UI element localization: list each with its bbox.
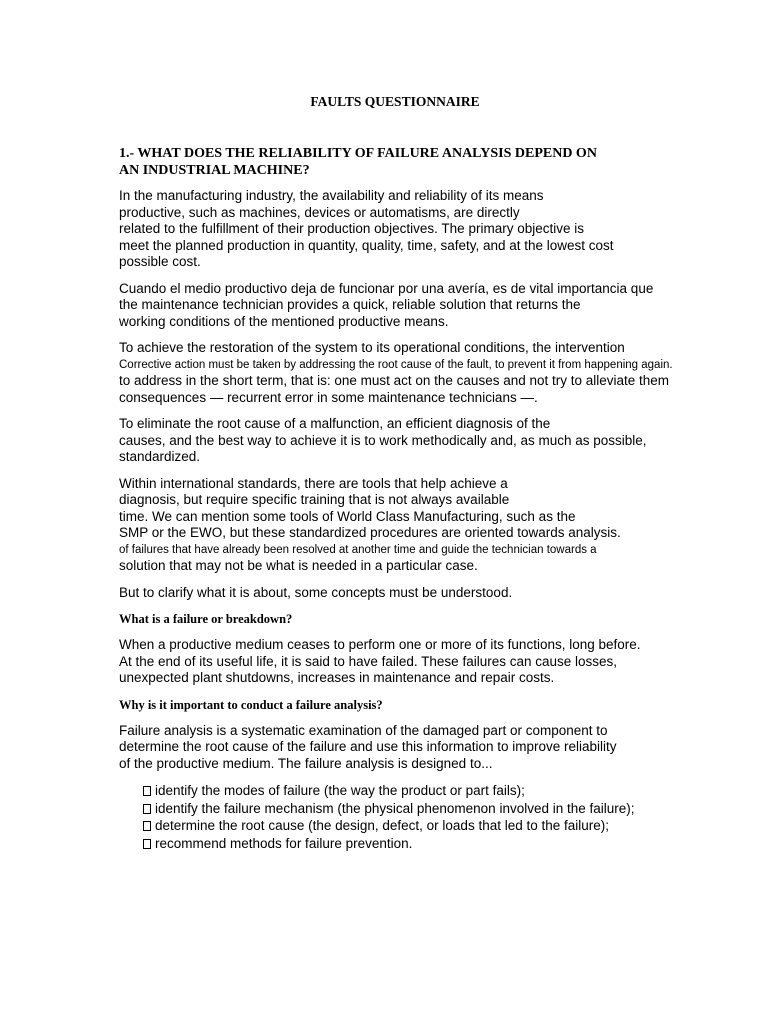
paragraph-line: of failures that have already been resolved at another time and guide the technician towards a: [119, 543, 597, 556]
list-item-text: identify the modes of failure (the way the product or part fails);: [155, 783, 525, 798]
paragraph-line: unexpected plant shutdowns, increases in maintenance and repair costs.: [119, 670, 555, 685]
paragraph-line: meet the planned production in quantity, quality, time, safety, and at the lowest cost: [119, 237, 614, 253]
list-item-text: determine the root cause (the design, defect, or loads that led to the failure);: [155, 818, 610, 833]
paragraph-line: When a productive medium ceases to perform one or more of its functions, long before.: [119, 637, 641, 652]
list-item: [143, 835, 759, 853]
paragraph-line: time. We can mention some tools of World Class Manufacturing, such as the: [119, 508, 576, 524]
failure-analysis-list: [119, 782, 759, 852]
paragraph-line: To achieve the restoration of the system to its operational conditions, the intervention: [119, 340, 625, 355]
document-body: [119, 146, 759, 852]
missing-glyph-bullet-icon: [143, 786, 151, 796]
paragraph-line: working conditions of the mentioned productive means.: [119, 313, 449, 329]
paragraph: [119, 340, 759, 406]
paragraph-line: solution that may not be what is needed in a particular case.: [119, 558, 478, 573]
failure-definition-paragraph: [119, 637, 759, 687]
paragraph-line: Failure analysis is a systematic examination of the damaged part or component to: [119, 722, 608, 738]
paragraph-line: related to the fulfillment of their production objectives. The primary objective is: [119, 221, 584, 236]
paragraph-line: productive, such as machines, devices or automatisms, are directly: [119, 204, 520, 220]
paragraph-line: standardized.: [119, 449, 201, 464]
paragraph: [119, 416, 759, 466]
paragraph-line: At the end of its useful life, it is said to have failed. These failures can cause losses,: [119, 653, 618, 669]
paragraph-line: possible cost.: [119, 254, 201, 269]
question-heading: [119, 146, 759, 179]
failure-analysis-heading: Why is it important to conduct a failure analysis?: [119, 697, 383, 712]
list-item: [143, 817, 759, 835]
failure-analysis-paragraph: [119, 723, 759, 773]
paragraph: [119, 585, 759, 602]
missing-glyph-bullet-icon: [143, 839, 151, 849]
paragraph-line: determine the root cause of the failure and use this information to improve reliability: [119, 739, 617, 754]
paragraph-line: Within international standards, there are tools that help achieve a: [119, 475, 508, 491]
question-heading-line: AN INDUSTRIAL MACHINE?: [119, 162, 310, 178]
paragraph-line: SMP or the EWO, but these standardized procedures are oriented towards analysis.: [119, 525, 621, 540]
failure-definition-heading: What is a failure or breakdown?: [119, 612, 293, 626]
paragraph-line: Corrective action must be taken by addressing the root cause of the fault, to prevent it from happening again.: [119, 358, 673, 371]
paragraph: [119, 188, 759, 271]
paragraph-line: diagnosis, but require specific training that is not always available: [119, 492, 510, 507]
document-title: FAULTS QUESTIONNAIRE: [310, 94, 480, 109]
paragraph-line: to address in the short term, that is: one must act on the causes and not try to alleviate them: [119, 373, 670, 388]
intro-paragraphs: [119, 188, 759, 601]
list-item-text: recommend methods for failure prevention.: [155, 835, 413, 851]
paragraph-line: causes, and the best way to achieve it is to work methodically and, as much as possible,: [119, 432, 647, 448]
paragraph-line: In the manufacturing industry, the availability and reliability of its means: [119, 188, 544, 203]
paragraph-line: To eliminate the root cause of a malfunction, an efficient diagnosis of the: [119, 416, 551, 431]
list-item: [143, 800, 759, 818]
paragraph-line: of the productive medium. The failure analysis is designed to...: [119, 755, 493, 771]
paragraph: [119, 476, 759, 575]
list-item-text: identify the failure mechanism (the physical phenomenon involved in the failure);: [155, 800, 635, 816]
list-item: [143, 782, 759, 800]
paragraph-line: the maintenance technician provides a quick, reliable solution that returns the: [119, 297, 581, 312]
paragraph-line: Cuando el medio productivo deja de funcionar por una avería, es de vital importancia que: [119, 280, 654, 296]
paragraph-line: But to clarify what it is about, some concepts must be understood.: [119, 584, 513, 600]
question-heading-line: 1.- WHAT DOES THE RELIABILITY OF FAILURE ANALYSIS DEPEND ON: [119, 146, 597, 161]
missing-glyph-bullet-icon: [143, 804, 151, 814]
paragraph-line: consequences — recurrent error in some maintenance technicians —.: [119, 389, 538, 405]
paragraph: [119, 281, 759, 331]
missing-glyph-bullet-icon: [143, 821, 151, 831]
